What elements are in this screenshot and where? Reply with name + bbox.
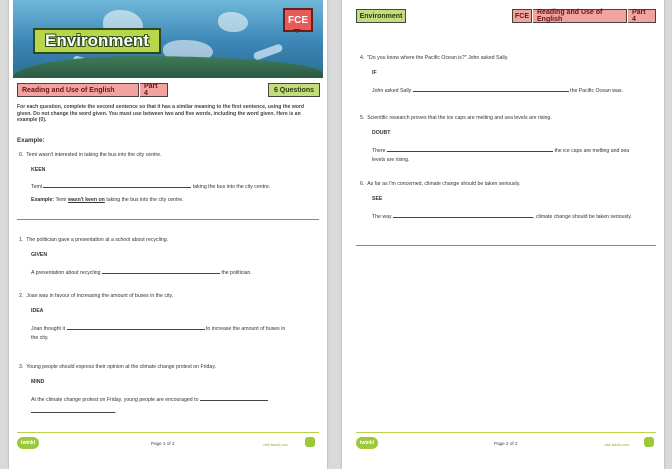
header-banner-image <box>13 0 323 78</box>
question-4-keyword: IF <box>372 70 377 76</box>
divider <box>356 245 656 246</box>
question-tail: to increase the amount of buses in <box>205 326 286 332</box>
question-tail: the ice caps are melting and sea <box>554 148 630 154</box>
twinkl-logo: twinkl <box>356 437 378 449</box>
question-6-keyword: SEE <box>372 196 383 202</box>
question-original: The politician gave a presentation at a school about recycling. <box>26 237 169 243</box>
question-count-label: 6 Questions <box>273 86 315 94</box>
example-answer-pre: Temi <box>55 197 67 203</box>
question-3-line2 <box>31 407 116 416</box>
divider <box>17 219 319 220</box>
question-4-gap-sentence <box>372 86 623 95</box>
question-lead: There <box>372 148 386 154</box>
question-original: Joan was in favour of increasing the amount of buses in the city. <box>26 293 174 299</box>
example-sentence <box>19 152 162 159</box>
part-label: Part 4 <box>144 83 158 97</box>
question-1-sentence <box>19 237 168 244</box>
question-3-sentence <box>19 364 216 371</box>
question-number: 3. <box>19 364 24 370</box>
question-1-gap-sentence <box>31 268 252 277</box>
example-answer <box>31 197 184 204</box>
answer-blank[interactable] <box>387 146 553 152</box>
example-gap-sentence <box>31 182 270 191</box>
footer-url: visit twinkl.com <box>263 443 289 447</box>
question-tail: the Pacific Ocean was. <box>570 88 623 94</box>
title-tag <box>356 9 406 23</box>
title-label: Environment <box>359 12 403 20</box>
footer-divider <box>17 432 319 433</box>
question-1-keyword: GIVEN <box>31 252 48 258</box>
example-heading: Example: <box>17 137 45 144</box>
fce-tag <box>512 9 532 23</box>
twinkl-mark-icon <box>305 437 315 447</box>
worksheet-page-1 <box>9 0 327 469</box>
plastic-bag-shape <box>218 12 248 32</box>
question-lead: At the climate change protest on Friday, young people are encouraged to <box>31 397 199 403</box>
section-tag <box>17 83 139 97</box>
part-label: Part 4 <box>632 9 646 23</box>
question-number: 5. <box>360 115 365 121</box>
question-5-tail-line2: levels are rising. <box>372 157 410 163</box>
answer-blank[interactable] <box>393 212 533 218</box>
example-answer-keyword: wasn't keen on <box>67 197 105 203</box>
example-keyword: KEEN <box>31 167 46 173</box>
fce-label: FCE <box>515 12 529 20</box>
question-6-sentence <box>360 181 520 188</box>
question-3-gap-sentence <box>31 395 268 404</box>
answer-blank[interactable] <box>67 324 205 330</box>
question-5-sentence <box>360 115 552 122</box>
question-2-sentence <box>19 293 173 300</box>
question-lead: The way <box>372 214 392 220</box>
worksheet-page-2 <box>342 0 664 469</box>
question-4-sentence <box>360 55 508 62</box>
question-original: Scientific research proves that the ice caps are melting and sea levels are rising. <box>367 115 552 121</box>
example-tail: taking the bus into the city centre. <box>192 184 271 190</box>
answer-blank[interactable] <box>200 395 268 401</box>
question-5-gap-sentence <box>372 146 629 155</box>
question-2-tail-line2: the city. <box>31 335 49 341</box>
example-original: Temi wasn't interested in taking the bus into the city centre. <box>26 152 162 158</box>
fce-badge: FCE <box>283 8 313 32</box>
question-original: "Do you know where the Pacific Ocean is?" John asked Sally. <box>367 55 509 61</box>
question-3-keyword: MIND <box>31 379 45 385</box>
question-tail: . <box>115 409 117 415</box>
section-tag <box>533 9 627 23</box>
seabed-shape <box>13 56 323 78</box>
question-original: As far as I'm concerned, climate change should be taken seriously. <box>367 181 521 187</box>
answer-blank[interactable] <box>102 268 220 274</box>
question-count-tag <box>268 83 320 97</box>
example-lead: Temi <box>31 184 42 190</box>
bottle-shape <box>253 43 284 61</box>
worksheet-title: Environment <box>33 28 161 54</box>
section-label: Reading and Use of English <box>537 9 603 23</box>
question-6-gap-sentence <box>372 212 632 221</box>
example-answer-label: Example: <box>31 197 55 203</box>
question-tail: the politician. <box>221 270 252 276</box>
twinkl-logo: twinkl <box>17 437 39 449</box>
question-lead: Joan thought it <box>31 326 66 332</box>
question-number: 4. <box>360 55 365 61</box>
question-lead: John asked Sally <box>372 88 412 94</box>
example-number: 0. <box>19 152 24 158</box>
question-2-keyword: IDEA <box>31 308 44 314</box>
question-number: 2. <box>19 293 24 299</box>
question-tail: , climate change should be taken seriously. <box>533 214 632 220</box>
question-2-gap-sentence <box>31 324 285 333</box>
question-number: 1. <box>19 237 24 243</box>
example-answer-post: taking the bus into the city centre. <box>106 197 184 203</box>
answer-blank-continued[interactable] <box>31 407 115 413</box>
question-original: Young people should express their opinion at the climate change protest on Friday. <box>26 364 216 370</box>
example-blank <box>43 182 191 188</box>
part-tag <box>628 9 656 23</box>
footer-divider <box>356 432 656 433</box>
page-number: Page 2 of 2 <box>494 441 518 446</box>
answer-blank[interactable] <box>413 86 569 92</box>
twinkl-mark-icon <box>644 437 654 447</box>
section-label: Reading and Use of English <box>22 86 115 94</box>
question-lead: A presentation about recycling <box>31 270 101 276</box>
instructions-text: For each question, complete the second sentence so that it has a similar meaning to the first sentence, using the word given. Do not change the word given. You must use between two and five words, including the word given. Here is an example (0). <box>17 104 305 124</box>
page-number: Page 1 of 2 <box>151 441 175 446</box>
footer-url: visit twinkl.com <box>604 443 630 447</box>
question-5-keyword: DOUBT <box>372 130 391 136</box>
question-number: 6. <box>360 181 365 187</box>
part-tag <box>140 83 168 97</box>
